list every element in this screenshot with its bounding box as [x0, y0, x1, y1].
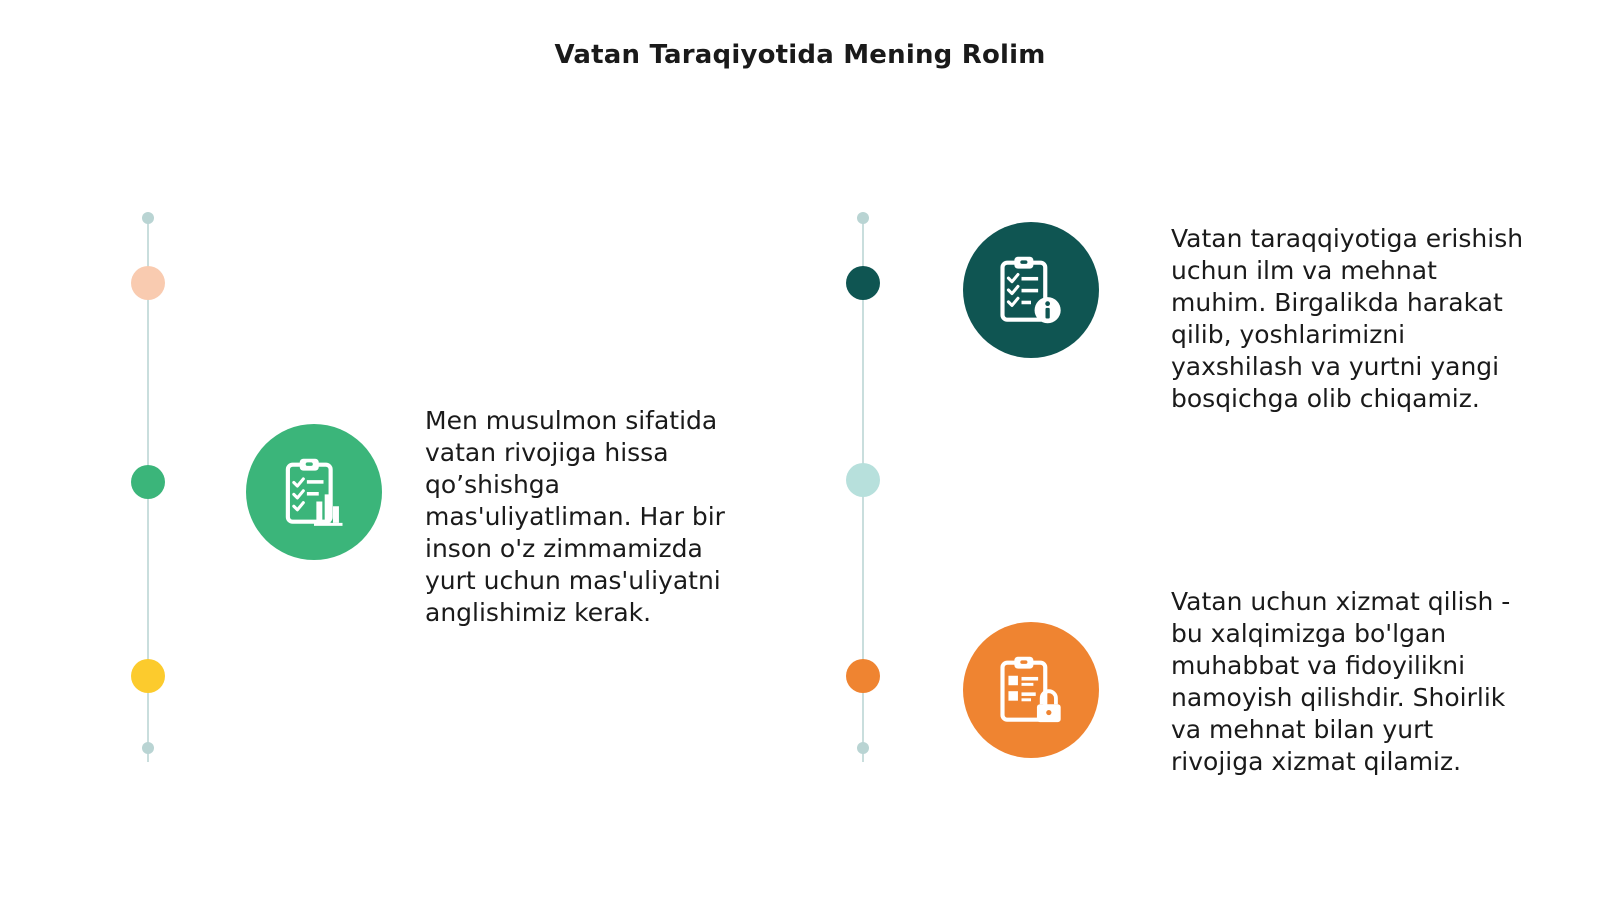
timeline-end-dot — [142, 742, 154, 754]
description-line: vatan rivojiga hissa — [425, 438, 669, 467]
timeline-start-dot — [142, 212, 154, 224]
clipboard-info-icon — [963, 222, 1099, 358]
timeline-dot-green — [131, 465, 165, 499]
page-title: Vatan Taraqiyotida Mening Rolim — [554, 40, 1046, 70]
description-line: qilib, yoshlarimizni — [1171, 320, 1406, 349]
description-line: muhabbat va fidoyilikni — [1171, 651, 1466, 680]
clipboard-lock-icon — [963, 622, 1099, 758]
clipboard-chart-icon — [246, 424, 382, 560]
timeline-left — [138, 216, 158, 766]
description-line: qo’shishga — [425, 470, 560, 499]
timeline-dot-orange — [846, 659, 880, 693]
timeline-right — [853, 216, 873, 766]
description-line: Men musulmon sifatida — [425, 406, 718, 435]
description-line: Vatan taraqqiyotiga erishish — [1171, 224, 1524, 253]
description-line: yurt uchun mas'uliyatni — [425, 566, 721, 595]
description-line: mas'uliyatliman. Har bir — [425, 502, 725, 531]
timeline-start-dot — [857, 212, 869, 224]
description-line: muhim. Birgalikda harakat — [1171, 288, 1503, 317]
item-description-1 — [425, 405, 725, 629]
description-line: namoyish qilishdir. Shoirlik — [1171, 683, 1506, 712]
timeline-dot-peach — [131, 266, 165, 300]
description-line: inson o'z zimmamizda — [425, 534, 703, 563]
description-line: Vatan uchun xizmat qilish - — [1171, 587, 1511, 616]
description-line: anglishimiz kerak. — [425, 598, 652, 627]
description-line: bu xalqimizga bo'lgan — [1171, 619, 1447, 648]
description-line: yaxshilash va yurtni yangi — [1171, 352, 1500, 381]
item-description-3 — [1171, 586, 1510, 778]
description-line: rivojiga xizmat qilamiz. — [1171, 747, 1462, 776]
description-line: uchun ilm va mehnat — [1171, 256, 1437, 285]
item-description-2 — [1171, 223, 1523, 415]
timeline-dot-dark-teal — [846, 266, 880, 300]
timeline-end-dot — [857, 742, 869, 754]
description-line: bosqichga olib chiqamiz. — [1171, 384, 1480, 413]
timeline-dot-yellow — [131, 659, 165, 693]
timeline-dot-light-teal — [846, 463, 880, 497]
description-line: va mehnat bilan yurt — [1171, 715, 1434, 744]
